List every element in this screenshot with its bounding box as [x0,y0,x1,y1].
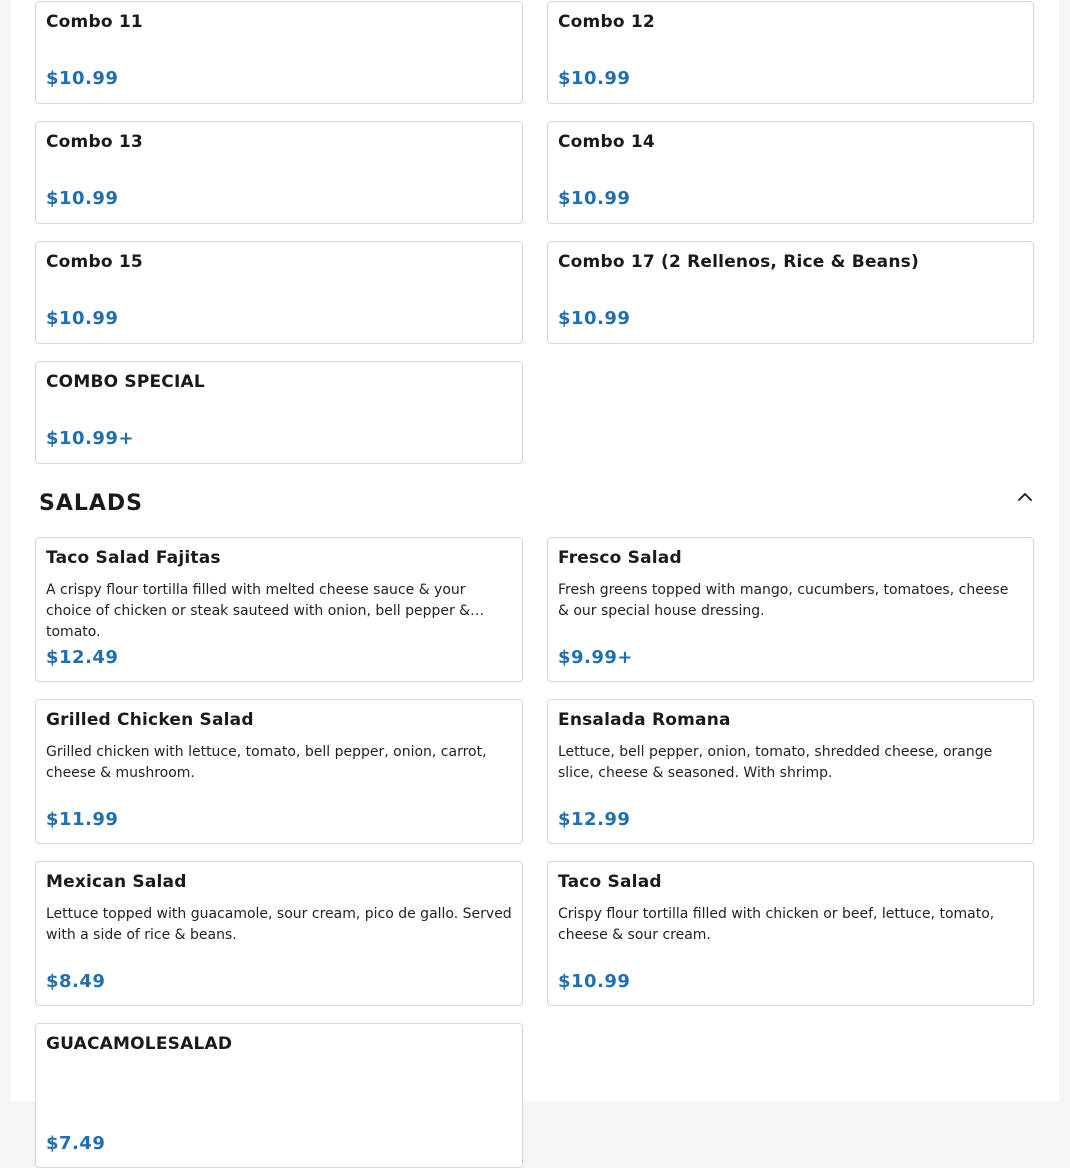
menu-item-card[interactable] [547,1,1034,104]
salad-items-grid [35,537,1034,1168]
menu-item-name: Fresco Salad [558,548,682,568]
menu-item-price: $12.49 [46,647,119,668]
menu-item-card[interactable] [547,121,1034,224]
menu-item-price: $10.99 [46,68,119,89]
menu-item-card[interactable] [35,361,523,464]
menu-item-card[interactable] [35,1023,523,1168]
menu-item-price: $8.49 [46,971,106,992]
menu-item-name: Ensalada Romana [558,710,731,730]
combo-items-grid [35,1,1034,464]
menu-item-price: $12.99 [558,809,631,830]
menu-page [11,0,1059,1154]
menu-item-card[interactable] [35,861,523,1006]
menu-item-name: Mexican Salad [46,872,187,892]
menu-item-name: Taco Salad [558,872,662,892]
menu-item-name: Grilled Chicken Salad [46,710,254,730]
menu-item-card[interactable] [35,699,523,844]
menu-item-price: $7.49 [46,1133,106,1154]
menu-item-description: Crispy flour tortilla filled with chicken or beef, lettuce, tomato, cheese & sour cream. [558,906,995,943]
menu-item-price: $11.99 [46,809,119,830]
menu-item-price: $10.99 [558,308,631,329]
menu-item-card[interactable] [35,241,523,344]
menu-item-description: Grilled chicken with lettuce, tomato, bell pepper, onion, carrot, cheese & mushroom. [46,744,487,781]
menu-item-price: $10.99 [558,68,631,89]
menu-item-card[interactable] [547,537,1034,682]
collapse-section-button[interactable] [1015,487,1035,507]
menu-item-price: $10.99 [46,188,119,209]
menu-item-description: Lettuce topped with guacamole, sour cream, pico de gallo. Served with a side of rice & beans. [46,906,512,943]
section-title: SALADS [39,490,144,516]
menu-item-name: Taco Salad Fajitas [46,548,221,568]
menu-item-card[interactable] [35,537,523,682]
menu-item-name: GUACAMOLESALAD [46,1034,233,1054]
salads-section-header[interactable] [39,486,1035,520]
menu-item-name: COMBO SPECIAL [46,372,205,392]
menu-item-card[interactable] [547,241,1034,344]
menu-item-card[interactable] [35,121,523,224]
menu-item-price: $10.99 [46,308,119,329]
menu-item-description: Fresh greens topped with mango, cucumbers, tomatoes, cheese & our special house dressing. [558,582,1009,619]
chevron-up-icon [1017,489,1033,505]
menu-item-card[interactable] [547,699,1034,844]
menu-item-description: A crispy flour tortilla filled with melted cheese sauce & your choice of chicken or steak sauteed with onion, bell pepper & tomato. [46,582,471,640]
menu-item-price: $10.99+ [46,428,135,449]
menu-item-card[interactable] [547,861,1034,1006]
menu-item-name: Combo 15 [46,252,143,272]
menu-item-price: $10.99 [558,971,631,992]
menu-item-name: Combo 12 [558,12,655,32]
menu-item-price: $9.99+ [558,647,634,668]
menu-item-name: Combo 17 (2 Rellenos, Rice & Beans) [558,252,919,272]
menu-item-name: Combo 11 [46,12,143,32]
menu-item-card[interactable] [35,1,523,104]
menu-item-name: Combo 13 [46,132,143,152]
menu-item-name: Combo 14 [558,132,655,152]
menu-item-description: Lettuce, bell pepper, onion, tomato, shredded cheese, orange slice, cheese & seasoned. With shrimp. [558,744,993,781]
menu-item-price: $10.99 [558,188,631,209]
